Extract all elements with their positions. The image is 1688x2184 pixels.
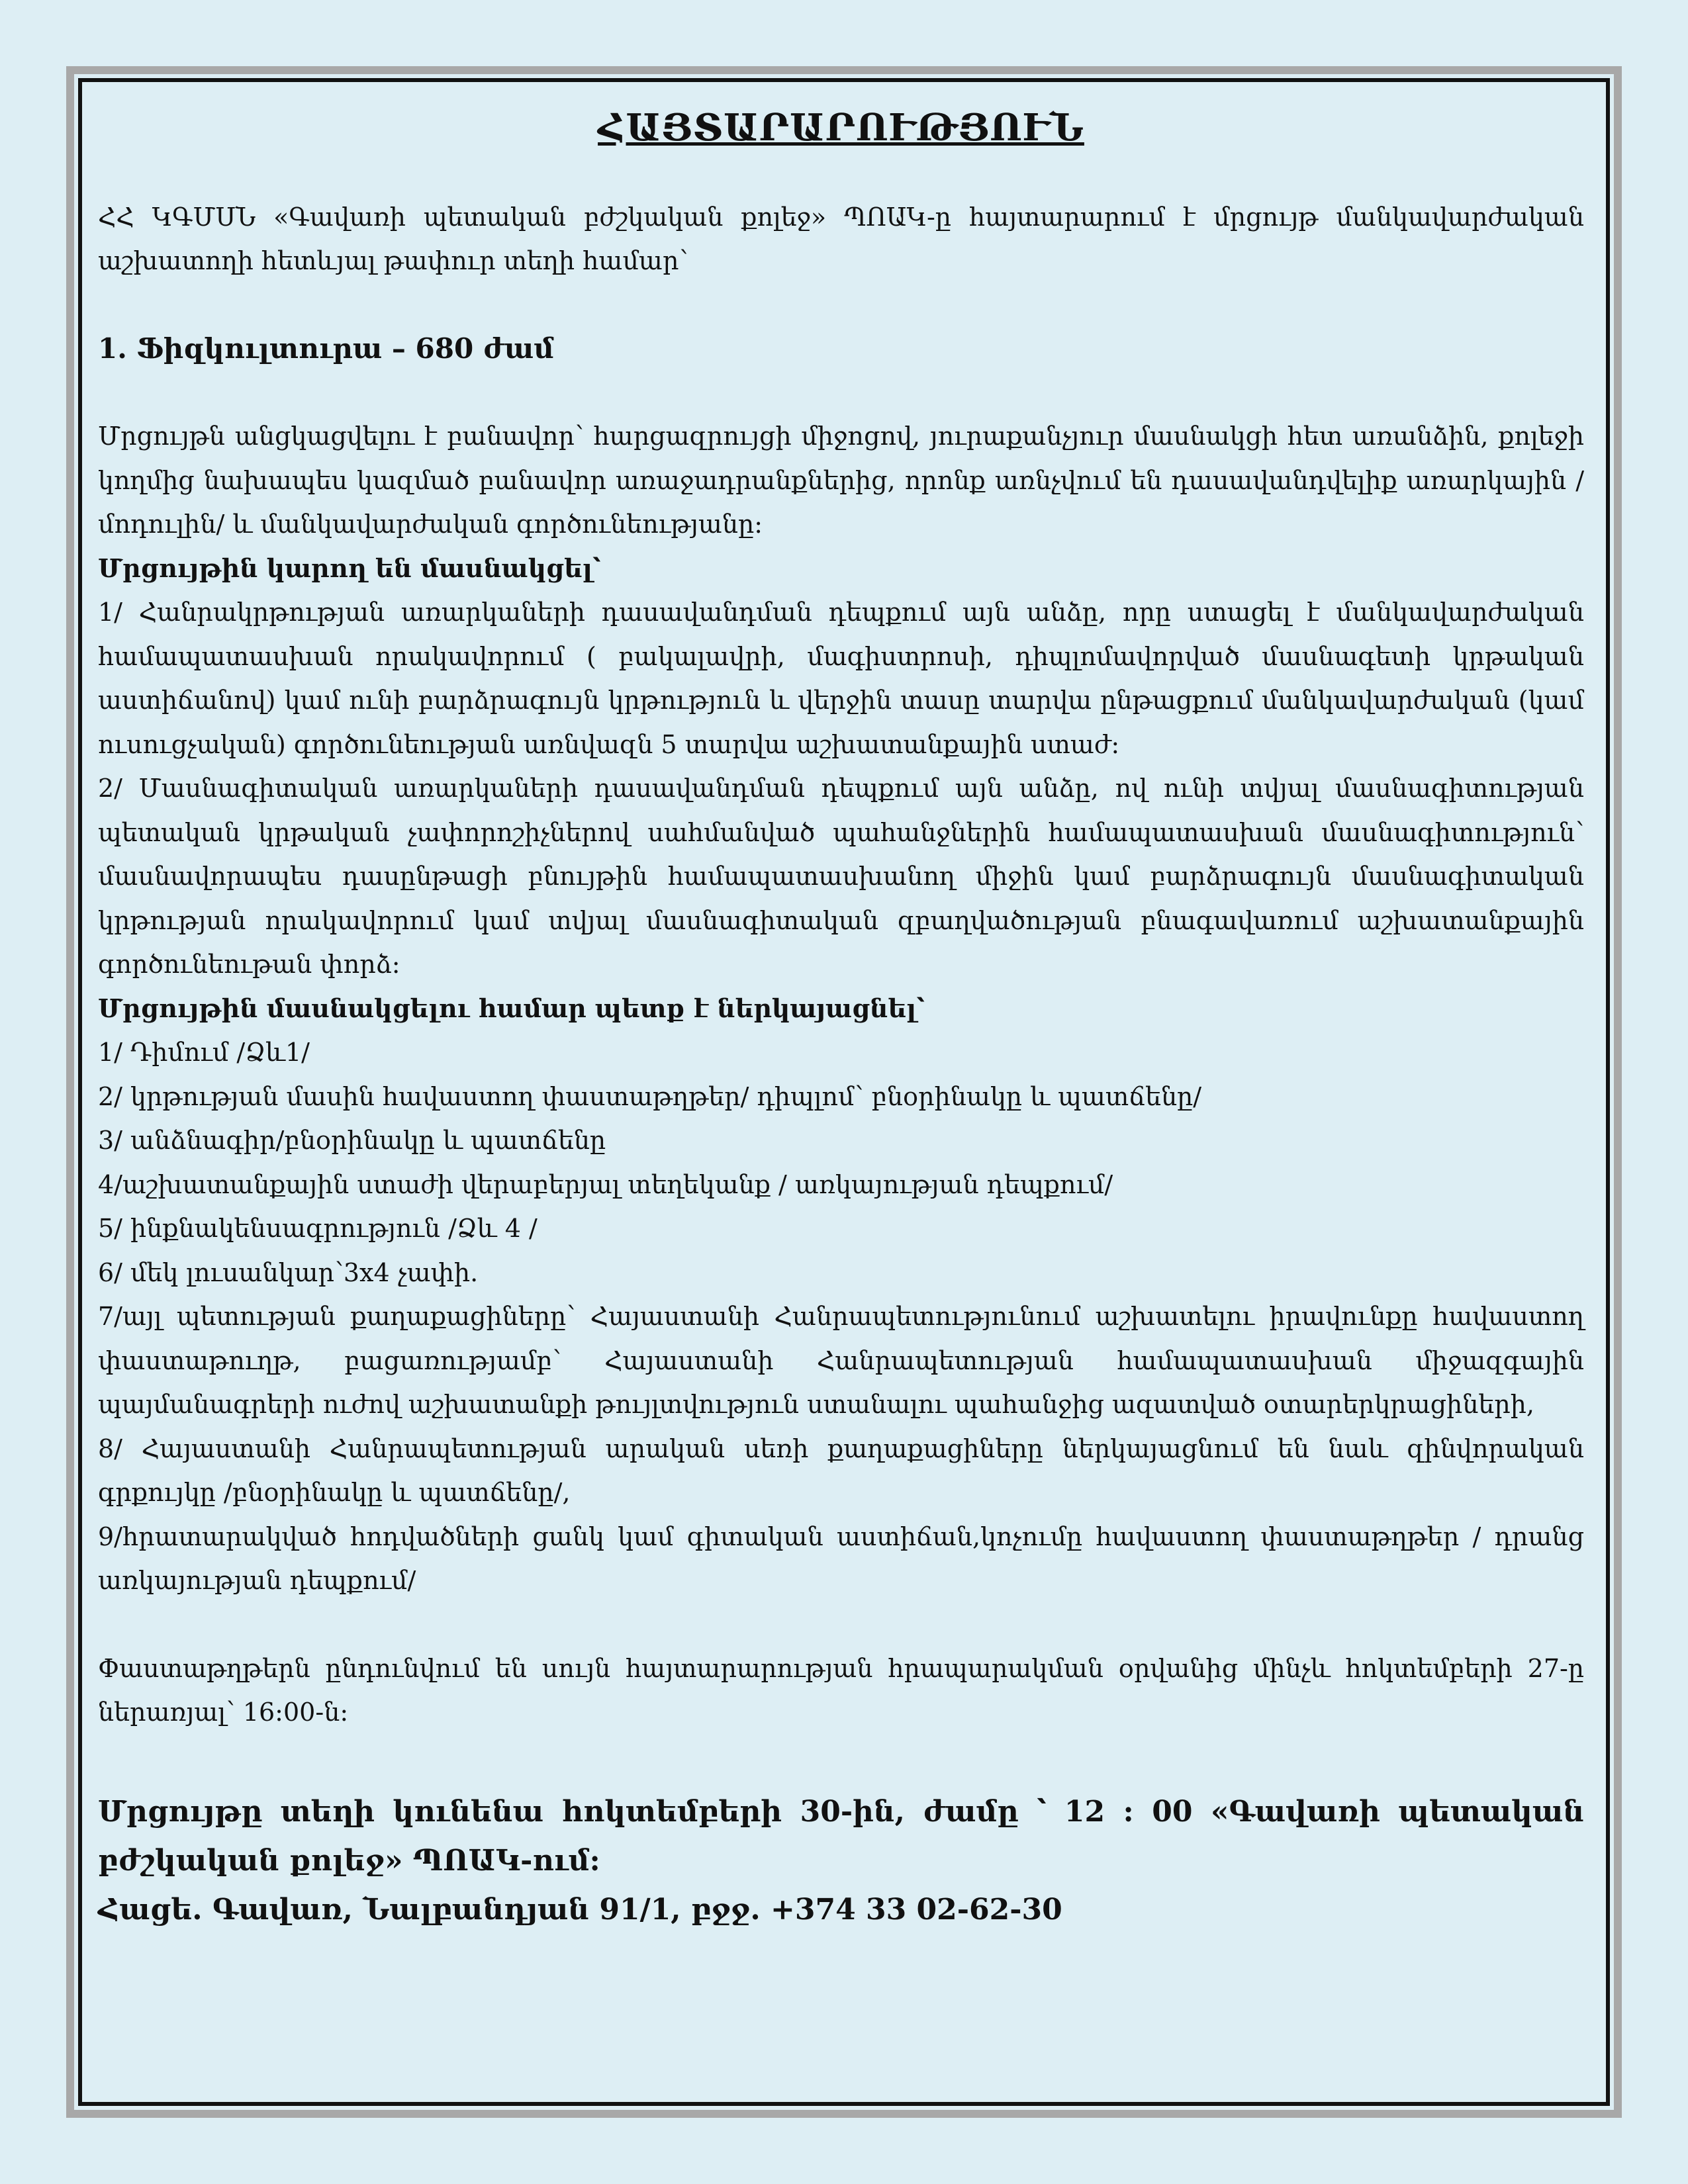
document-item-6: 6/ մեկ լուսանկար՝3x4 չափի. xyxy=(98,1257,479,1287)
announcement-body xyxy=(98,106,1584,1934)
deadline-paragraph: Փաստաթղթերն ընդունվում են սույն հայտարարության հրապարակման օրվանից մինչև հոկտեմբերի 27-ը ներառյալ՝ 16:00-ն: xyxy=(98,1653,1584,1727)
competition-method-paragraph: Մրցույթն անցկացվելու է բանավոր՝ հարցազրույցի միջոցով, յուրաքանչյուր մասնակցի հետ առանձին, քոլեջի կողմից նախապես կազմած բանավոր առաջադրանքներից, որոնք առնչվում են դասավանդվելիք առարկային / մոդուլին/ և մանկավարժական գործունեությանը: xyxy=(98,422,1584,539)
document-item-9: 9/հրատարակված հոդվածների ցանկ կամ գիտական աստիճան,կոչումը հավաստող փաստաթղթեր / դրանց առկայության դեպքում/ xyxy=(98,1522,1584,1595)
document-item-1: 1/ Դիմում /Ձև1/ xyxy=(98,1038,310,1067)
vacancy-heading: 1. Ֆիզկուլտուրա – 680 ժամ xyxy=(98,332,554,365)
contact-line: Հացե. Գավառ, Նալբանդյան 91/1, բջջ. +374 33 02-62-30 xyxy=(98,1892,1062,1927)
document-item-2: 2/ կրթության մասին հավաստող փաստաթղթեր/ դիպլոմ՝ բնօրինակը և պատճենը/ xyxy=(98,1081,1202,1111)
document-item-3: 3/ անձնագիր/բնօրինակը և պատճենը xyxy=(98,1126,606,1155)
eligibility-item-2: 2/ Մասնագիտական առարկաների դասավանդման դեպքում այն անձը, ով ունի տվյալ մասնագիտության պետական կրթական չափորոշիչներով սահմանված պահանջներին համապատասխան մասնագիտություն՝ մասնավորապես դասընթացի բնույթին համապատասխանող միջին կամ բարձրագույն մասնագիտական կրթության որակավորում կամ տվյալ մասնագիտական զբաղվածության բնագավառում աշխատանքային գործունեութան փորձ: xyxy=(98,774,1584,979)
eligibility-item-1: 1/ Հանրակրթության առարկաների դասավանդման դեպքում այն անձը, որը ստացել է մանկավարժական համապատասխան որակավորում ( բակալավրի, մագիստրոսի, դիպլոմավորված մասնագետի կրթական աստիճանով) կամ ունի բարձրագույն կրթություն և վերջին տասը տարվա ընթացքում մանկավարժական (կամ ուսուցչական) գործունեության առնվազն 5 տարվա աշխատանքային ստաժ: xyxy=(98,598,1584,759)
announcement-title: ՀԱՅՏԱՐԱՐՈՒԹՅՈՒՆ xyxy=(598,106,1084,150)
document-item-7: 7/այլ պետության քաղաքացիները՝ Հայաստանի Հանրապետությունում աշխատելու իրավունքը հավաստող փաստաթուղթ, բացառությամբ՝ Հայաստանի Հանրապետության համապատասխան միջազգային պայմանագրերի ուժով աշխատանքի թույլտվություն ստանալու պահանջից ազատված օտարերկրացիների, xyxy=(98,1302,1584,1419)
document-item-5: 5/ ինքնակենսագրություն /Ձև 4 / xyxy=(98,1214,538,1243)
documents-heading: Մրցույթին մասնակցելու համար պետք է ներկայացնել՝ xyxy=(98,993,925,1023)
venue-paragraph: Մրցույթը տեղի կունենա հոկտեմբերի 30-ին, ժամը ՝ 12 : 00 «Գավառի պետական բժշկական քոլեջ» ՊՈԱԿ-ում: xyxy=(98,1794,1584,1878)
intro-paragraph: ՀՀ ԿԳՄՍՆ «Գավառի պետական բժշկական քոլեջ» ՊՈԱԿ-ը հայտարարում է մրցույթ մանկավարժական աշխատողի հետևյալ թափուր տեղի համար՝ xyxy=(98,202,1584,275)
eligibility-heading: Մրցույթին կարող են մասնակցել՝ xyxy=(98,553,601,583)
document-item-4: 4/աշխատանքային ստաժի վերաբերյալ տեղեկանք / առկայության դեպքում/ xyxy=(98,1169,1113,1199)
document-item-8: 8/ Հայաստանի Հանրապետության արական սեռի քաղաքացիները ներկայացնում են նաև զինվորական գրքույկը /բնօրինակը և պատճենը/, xyxy=(98,1433,1584,1507)
